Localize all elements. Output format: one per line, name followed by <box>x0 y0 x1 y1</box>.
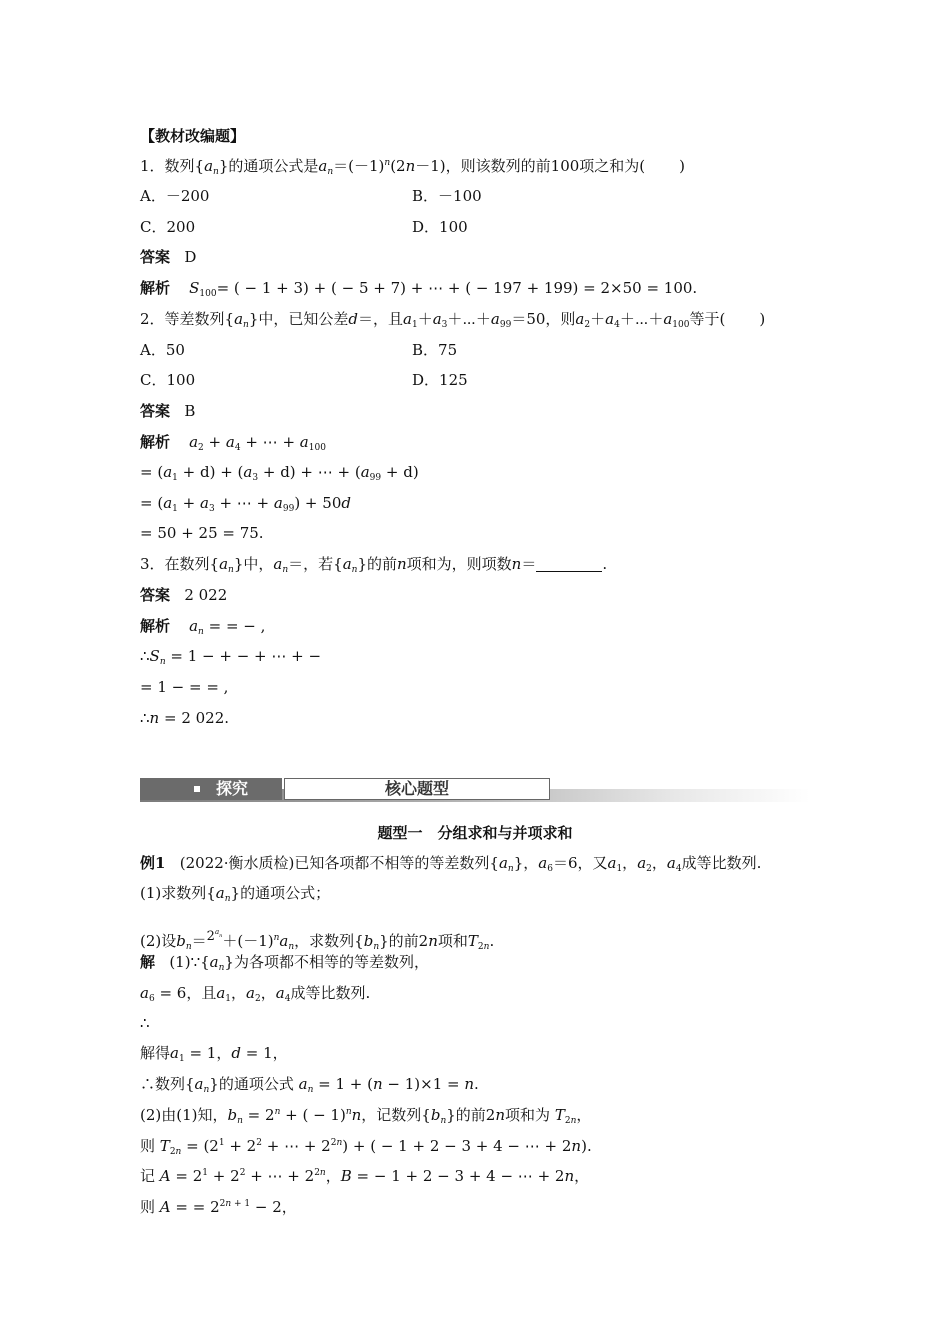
example-1: 例1 (2022·衡水质检)已知各项都不相等的等差数列$\{a_n\}$，$a_6=6$，又$a_1$，$a_2$，$a_4$成等比数列. <box>140 854 762 874</box>
banner-dark-tab <box>140 778 282 800</box>
q3-analysis-line-3: = 1 − = = , <box>140 678 229 696</box>
question-1: 1．数列$\{a_n\}$的通项公式是$a_n=(-1)^n(2n-1)$，则该数列的前100项之和为( ) <box>140 157 686 177</box>
q3-analysis-line-1: 解析 $a_n$ = = − , <box>140 617 266 637</box>
q3-analysis-line-2: $\therefore S_n = 1$ − + − + ⋯ + − <box>140 647 322 667</box>
q3-analysis-line-4: ∴n = 2 022. <box>140 709 230 727</box>
q1-option-a: A．－200 <box>140 187 210 205</box>
example-1-part-2: (2)设$b_n=2^{a_n}+(-1)^na_n$，求数列$\{b_n\}$的前2n项和$T_{2n}$. <box>140 928 495 952</box>
q1-analysis: 解析 $S_{100}=$ ( − 1 + 3) + ( − 5 + 7) + ⋯ + ( − 197 + 199) = 2×50 = 100. <box>140 279 698 299</box>
question-3: 3．在数列$\{a_n\}$中，$a_n=$，若$\{a_n\}$的前n项和为，则项数n＝ . <box>140 555 608 575</box>
q1-answer: 答案 D <box>140 248 197 266</box>
q2-analysis-line-4: = 50 + 25 = 75. <box>140 524 264 542</box>
q2-option-c: C．100 <box>140 371 196 389</box>
q1-option-b: B．－100 <box>412 187 482 205</box>
solution-line-4: 解得$a_1 = 1$，d = 1， <box>140 1044 288 1064</box>
q2-analysis-line-2: = $(a_1 + d) + (a_3 + d)$ + ⋯ + $(a_{99} + d)$ <box>140 463 419 483</box>
q2-option-b: B．75 <box>412 341 458 359</box>
q2-answer: 答案 B <box>140 402 196 420</box>
square-bullet-icon <box>194 786 200 792</box>
solution-line-8: 记 $A = 2^1 + 2^2$ + ⋯ + $2^{2n}$，B = − 1 + 2 − 3 + 4 − ⋯ + 2n， <box>140 1167 590 1185</box>
banner-dark-label: 探究 <box>216 779 249 798</box>
q2-analysis-line-3: = ($a_1 + a_3$ + ⋯ + $a_{99}) + 50d$ <box>140 494 351 514</box>
solution-line-5: ∴数列$\{a_n\}$的通项公式 $a_n = 1 + (n - 1)\times 1 = n$. <box>140 1075 479 1095</box>
solution-line-6: (2)由(1)知，$b_n = 2^n$ + ( − 1)$^n$n，记数列$\{b_n\}$的前2n项和为 $T_{2n}$， <box>140 1106 592 1126</box>
solution-line-7: 则 $T_{2n} = (2^1 + 2^2$ + ⋯ + $2^{2n}$) + ( − 1 + 2 − 3 + 4 − ⋯ + 2n). <box>140 1137 592 1157</box>
q2-analysis-line-1: 解析 $a_2 + a_4$ + ⋯ + $a_{100}$ <box>140 433 326 453</box>
q2-option-a: A．50 <box>140 341 185 359</box>
solution-line-1: 解 $(1)\because\{a_n\}$为各项都不相等的等差数列， <box>140 953 429 973</box>
question-2: 2．等差数列$\{a_n\}$中，已知公差d＝，且$a_1+a_3+\cdots+a_{99}=50$，则$a_2+a_4+\cdots+a_{100}$等于( ) <box>140 310 766 330</box>
solution-line-3: ∴ <box>140 1014 150 1032</box>
solution-line-9: 则 A = = $2^{2n + 1} - 2$， <box>140 1198 297 1216</box>
section-banner <box>140 776 810 804</box>
answer-blank <box>536 556 602 572</box>
example-1-part-1: (1)求数列$\{a_n\}$的通项公式； <box>140 884 331 904</box>
q3-answer: 答案 2 022 <box>140 586 228 604</box>
banner-light-tab: 核心题型 <box>284 778 550 800</box>
section-label: 【教材改编题】 <box>140 127 246 145</box>
q1-option-d: D．100 <box>412 218 468 236</box>
q2-option-d: D．125 <box>412 371 468 389</box>
q1-option-c: C．200 <box>140 218 196 236</box>
solution-line-2: $a_6 = 6$，且$a_1$，$a_2$，$a_4$成等比数列. <box>140 984 371 1004</box>
type-title: 题型一 分组求和与并项求和 <box>377 824 573 842</box>
